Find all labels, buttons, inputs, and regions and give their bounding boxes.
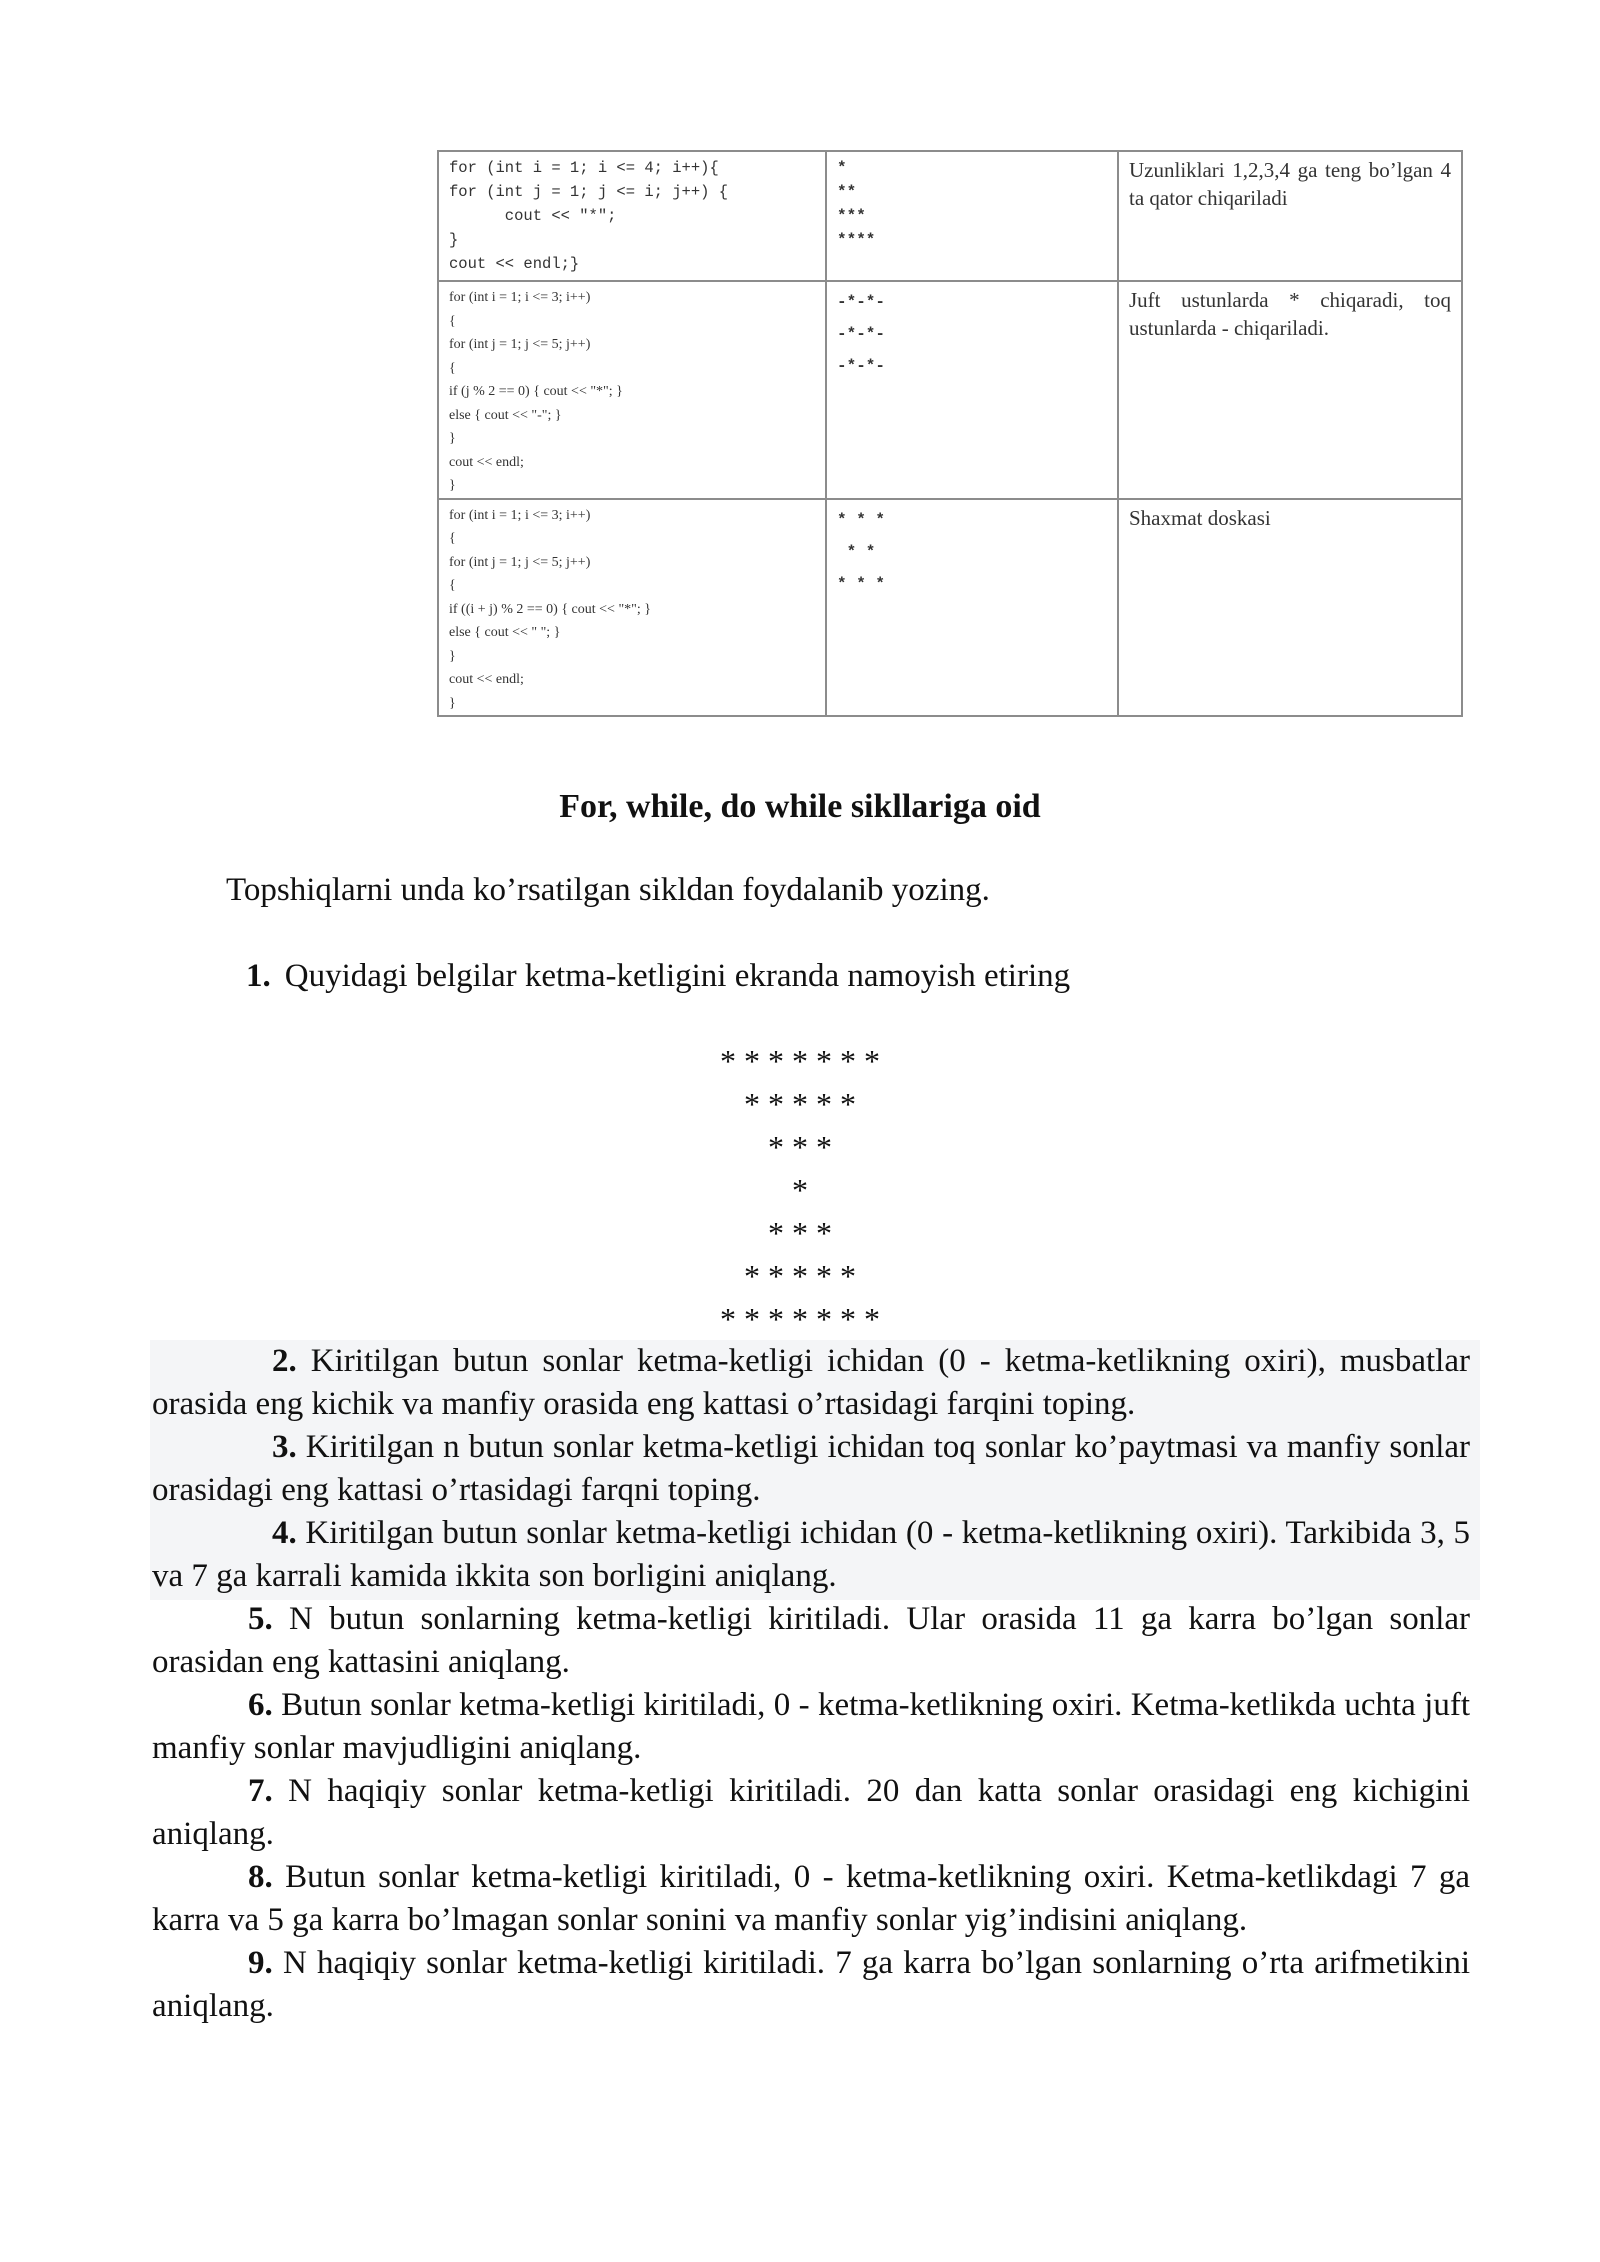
output-line: *** bbox=[837, 207, 866, 225]
code-line: { bbox=[449, 578, 456, 593]
description-text: Juft ustunlarda * chiqaradi, toq ustunlarda - chiqariladi. bbox=[1129, 288, 1451, 340]
star-row: * bbox=[792, 1172, 808, 1208]
code-line: } bbox=[449, 231, 459, 249]
description-cell bbox=[1118, 281, 1462, 499]
output-line: -*-*- bbox=[837, 357, 886, 375]
code-line: else { cout << "-"; } bbox=[449, 407, 562, 423]
task-number: 8. bbox=[248, 1859, 273, 1895]
description-text: Shaxmat doskasi bbox=[1129, 505, 1271, 530]
output-line: -*-*- bbox=[837, 293, 886, 311]
code-cell bbox=[438, 151, 826, 281]
output-line: ** bbox=[837, 183, 857, 201]
output-line: * * bbox=[837, 542, 876, 561]
output-cell bbox=[826, 499, 1118, 717]
code-line: if (j % 2 == 0) { cout << "*"; } bbox=[449, 384, 623, 399]
task-1 bbox=[246, 958, 1070, 995]
task-text: N haqiqiy sonlar ketma-ketligi kiritiladi. 20 dan katta sonlar orasidagi eng kichigini aniqlang. bbox=[152, 1773, 1471, 1852]
code-line: for (int j = 1; j <= 5; j++) bbox=[449, 554, 591, 570]
task-text: Kiritilgan butun sonlar ketma-ketligi ichidan (0 - ketma-ketlikning oxiri), musbatlar orasida eng kichik va manfiy orasida eng kattasi o’rtasidagi farqini toping. bbox=[152, 1343, 1470, 1422]
output-line: * * * bbox=[837, 574, 886, 593]
task-item bbox=[152, 1512, 1470, 1598]
task-number: 1. bbox=[246, 958, 271, 994]
code-line: { bbox=[449, 360, 456, 376]
star-row: * * * * * bbox=[744, 1258, 856, 1294]
task-item bbox=[152, 1426, 1470, 1512]
intro-text: Topshiqlarni unda ko’rsatilgan sikldan foydalanib yozing. bbox=[226, 872, 990, 908]
task-number: 7. bbox=[248, 1773, 273, 1809]
description-cell bbox=[1118, 499, 1462, 717]
code-line: for (int i = 1; i <= 3; i++) bbox=[449, 507, 591, 523]
code-cell bbox=[438, 499, 826, 717]
task-item bbox=[152, 1684, 1470, 1770]
task-item bbox=[152, 1856, 1470, 1942]
star-row: * * * * * * * bbox=[720, 1043, 880, 1079]
task-text: Kiritilgan n butun sonlar ketma-ketligi ichidan toq sonlar ko’paytmasi va manfiy sonlar orasidagi eng kattasi o’rtasidagi farqni toping. bbox=[152, 1429, 1470, 1508]
task-text: Quyidagi belgilar ketma-ketligini ekranda namoyish etiring bbox=[284, 958, 1071, 994]
code-line: } bbox=[449, 648, 456, 664]
code-block bbox=[449, 156, 815, 276]
code-line: } bbox=[449, 695, 456, 711]
table-row bbox=[438, 151, 1462, 281]
code-line: else { cout << " "; } bbox=[449, 625, 561, 640]
task-list bbox=[152, 1340, 1470, 2028]
output-block bbox=[837, 286, 1107, 382]
output-line: -*-*- bbox=[837, 325, 886, 343]
task-text: Kiritilgan butun sonlar ketma-ketligi ichidan (0 - ketma-ketlikning oxiri). Tarkibida 3, 5 va 7 ga karrali kamida ikkita son borligini aniqlang. bbox=[152, 1515, 1471, 1594]
task-text: N butun sonlarning ketma-ketligi kiritiladi. Ular orasida 11 ga karra bo’lgan sonlar orasidan eng kattasini aniqlang. bbox=[152, 1601, 1471, 1680]
code-line: if ((i + j) % 2 == 0) { cout << "*"; } bbox=[449, 601, 651, 617]
output-line: * bbox=[837, 159, 847, 177]
star-row: * * * bbox=[768, 1215, 832, 1251]
task-text: Butun sonlar ketma-ketligi kiritiladi, 0 - ketma-ketlikning oxiri. Ketma-ketlikda uchta juft manfiy sonlar mavjudligini aniqlang. bbox=[152, 1687, 1470, 1766]
code-line: } bbox=[449, 431, 456, 446]
task-number: 9. bbox=[248, 1945, 273, 1981]
output-cell bbox=[826, 151, 1118, 281]
star-row: * * * bbox=[768, 1129, 832, 1165]
code-line: for (int i = 1; i <= 3; i++) bbox=[449, 290, 591, 305]
code-line: { bbox=[449, 531, 456, 546]
code-line: cout << endl; bbox=[449, 672, 524, 687]
code-line: { bbox=[449, 313, 456, 329]
description-cell bbox=[1118, 151, 1462, 281]
output-line: **** bbox=[837, 231, 876, 249]
code-line: for (int i = 1; i <= 4; i++){ bbox=[449, 159, 719, 177]
code-cell bbox=[438, 281, 826, 499]
code-line: for (int j = 1; j <= 5; j++) bbox=[449, 337, 591, 352]
star-row: * * * * * * * bbox=[720, 1301, 880, 1337]
task-number: 4. bbox=[272, 1515, 297, 1551]
table-row bbox=[438, 499, 1462, 717]
task-number: 6. bbox=[248, 1687, 273, 1723]
code-example-table bbox=[437, 150, 1463, 717]
code-line: cout << endl;} bbox=[449, 255, 580, 273]
section-heading: For, while, do while sikllariga oid bbox=[559, 788, 1041, 825]
code-line: for (int j = 1; j <= i; j++) { bbox=[449, 183, 729, 201]
code-line: } bbox=[449, 478, 456, 493]
task-number: 5. bbox=[248, 1601, 273, 1637]
output-cell bbox=[826, 281, 1118, 499]
task-item bbox=[152, 1770, 1470, 1856]
table-row bbox=[438, 281, 1462, 499]
task-item bbox=[152, 1340, 1470, 1426]
star-row: * * * * * bbox=[744, 1086, 856, 1122]
task-text: Butun sonlar ketma-ketligi kiritiladi, 0 - ketma-ketlikning oxiri. Ketma-ketlikdagi 7 ga karra va 5 ga karra bo’lmagan sonlar sonini va manfiy sonlar yig’indisini aniqlang. bbox=[152, 1859, 1470, 1938]
code-block bbox=[449, 504, 815, 716]
task-number: 2. bbox=[272, 1343, 297, 1379]
task-item bbox=[152, 1598, 1470, 1684]
task-item bbox=[152, 1942, 1470, 2028]
star-pattern bbox=[0, 1040, 1600, 1341]
output-block bbox=[837, 504, 1107, 600]
output-block bbox=[837, 156, 1107, 252]
task-text: N haqiqiy sonlar ketma-ketligi kiritiladi. 7 ga karra bo’lgan sonlarning o’rta arifmetikini aniqlang. bbox=[152, 1945, 1471, 2024]
code-block bbox=[449, 286, 815, 498]
code-line: cout << endl; bbox=[449, 454, 524, 470]
description-text: Uzunliklari 1,2,3,4 ga teng bo’lgan 4 ta qator chiqariladi bbox=[1129, 158, 1451, 210]
output-line: * * * bbox=[837, 510, 886, 529]
code-line: cout << "*"; bbox=[449, 207, 617, 225]
task-number: 3. bbox=[272, 1429, 297, 1465]
